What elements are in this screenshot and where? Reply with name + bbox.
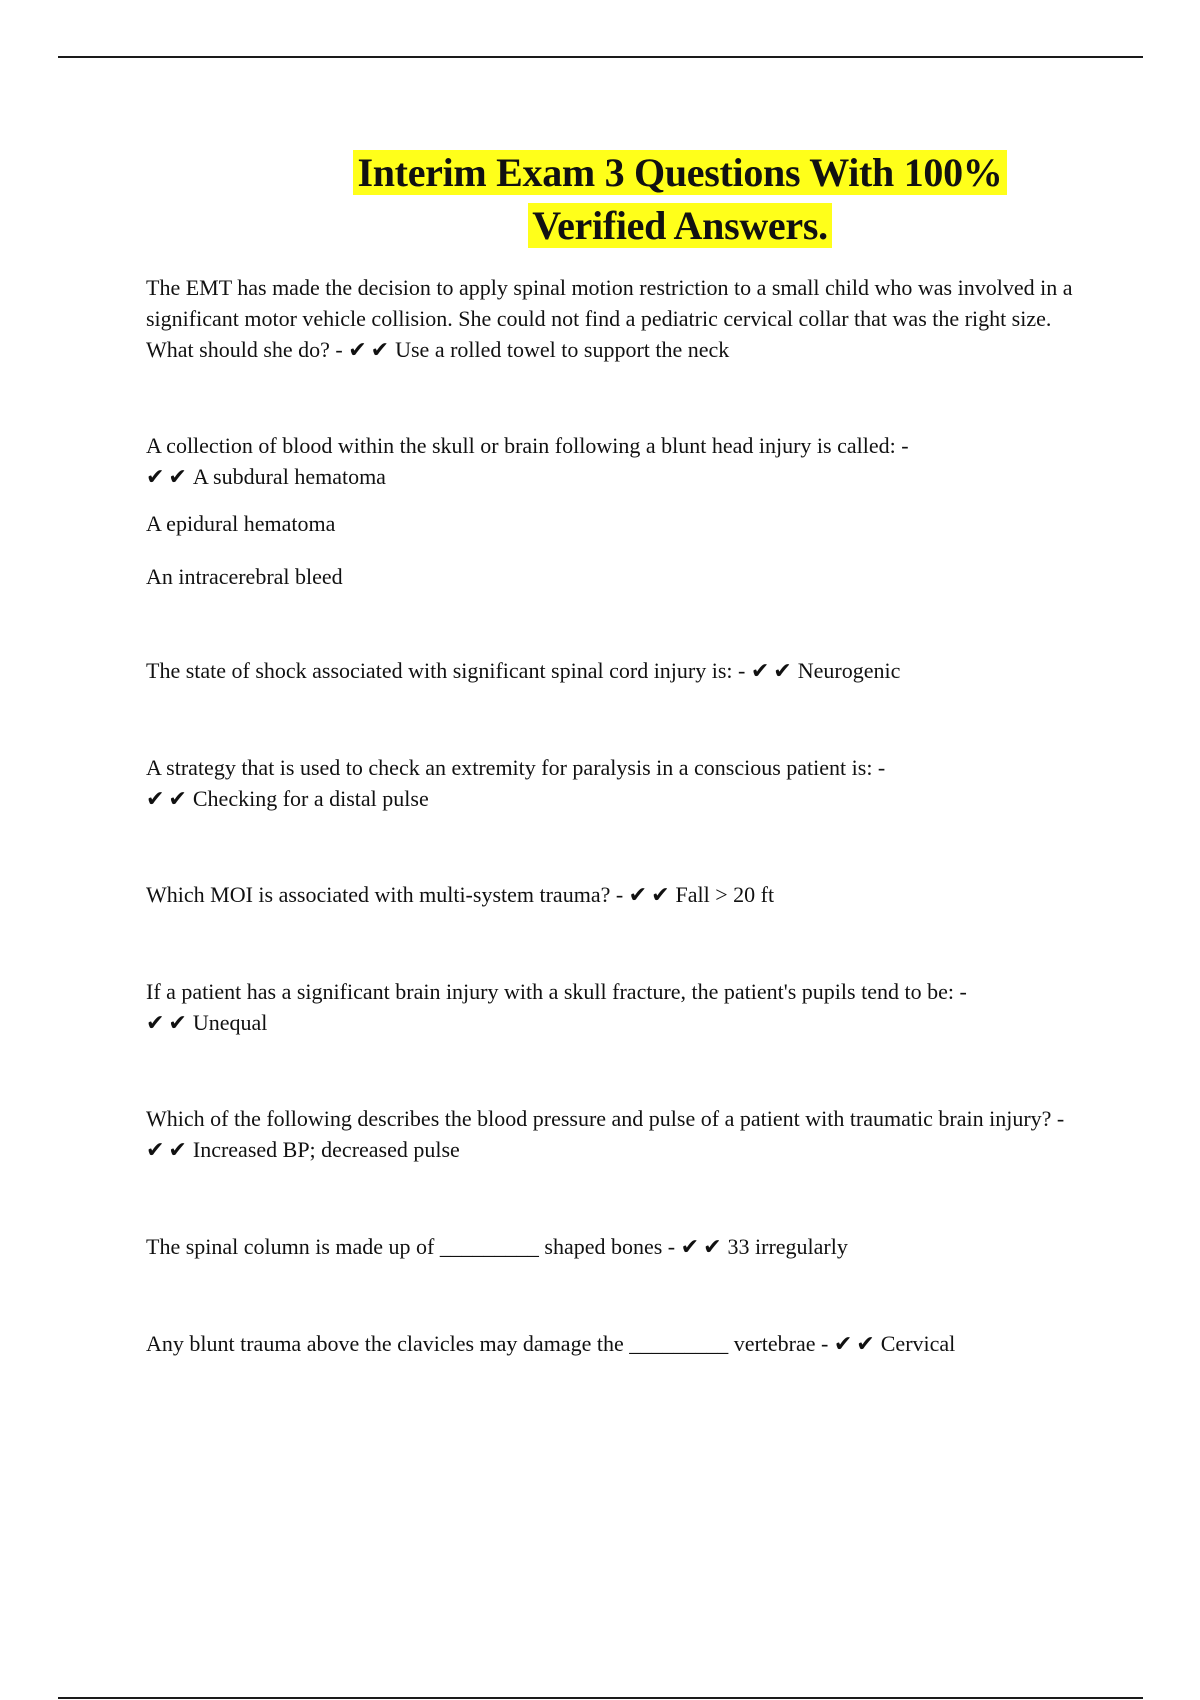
question-text: A collection of blood within the skull or brain following a blunt head injury is called: - xyxy=(146,433,909,458)
qa-item xyxy=(146,879,1086,911)
double-check-icon: ✔✔ xyxy=(628,883,674,908)
qa-item xyxy=(146,1103,1086,1166)
double-check-icon: ✔✔ xyxy=(680,1235,726,1260)
title-line-2: Verified Answers. xyxy=(528,203,832,248)
question-text: If a patient has a significant brain injury with a skull fracture, the patient's pupils tend to be: - xyxy=(146,979,967,1004)
qa-item xyxy=(146,1328,1086,1360)
qa-item xyxy=(146,976,1086,1039)
question-text: A strategy that is used to check an extremity for paralysis in a conscious patient is: - xyxy=(146,755,886,780)
question-text: Which MOI is associated with multi-system trauma? - xyxy=(146,882,624,907)
answer-text: Unequal xyxy=(192,1010,268,1035)
answer-option: An intracerebral bleed xyxy=(146,564,343,589)
double-check-icon: ✔✔ xyxy=(146,465,191,490)
double-check-icon: ✔✔ xyxy=(750,659,796,684)
qa-item xyxy=(146,272,1086,366)
qa-item xyxy=(146,1231,1086,1263)
question-text: Any blunt trauma above the clavicles may damage the _________ vertebrae - xyxy=(146,1331,829,1356)
qa-item xyxy=(146,655,1086,687)
bottom-rule xyxy=(58,1697,1143,1699)
qa-item xyxy=(146,752,1086,815)
answer-text: Use a rolled towel to support the neck xyxy=(395,337,730,362)
top-rule xyxy=(58,56,1143,58)
qa-item xyxy=(146,430,1086,493)
answer-text: Cervical xyxy=(880,1331,956,1356)
page-title xyxy=(146,146,1200,252)
answer-text: Increased BP; decreased pulse xyxy=(192,1137,460,1162)
qa-list xyxy=(146,272,1086,1360)
answer-option: A epidural hematoma xyxy=(146,511,336,536)
question-text: The state of shock associated with significant spinal cord injury is: - xyxy=(146,658,746,683)
double-check-icon: ✔✔ xyxy=(146,787,191,812)
answer-text: A subdural hematoma xyxy=(192,464,386,489)
question-text: The spinal column is made up of _________ shaped bones - xyxy=(146,1234,676,1259)
double-check-icon: ✔✔ xyxy=(833,1332,879,1357)
answer-text: Fall > 20 ft xyxy=(675,882,775,907)
double-check-icon: ✔✔ xyxy=(348,338,394,363)
double-check-icon: ✔✔ xyxy=(146,1011,191,1036)
answer-text: Neurogenic xyxy=(797,658,901,683)
answer-text: 33 irregularly xyxy=(727,1234,848,1259)
answer-text: Checking for a distal pulse xyxy=(192,786,429,811)
title-line-1: Interim Exam 3 Questions With 100% xyxy=(353,150,1006,195)
question-text: The EMT has made the decision to apply spinal motion restriction to a small child who was involved in a significant motor vehicle collision. She could not find a pediatric cervical collar that was the right size. What should she do? - xyxy=(146,275,1073,362)
question-text: Which of the following describes the blood pressure and pulse of a patient with traumatic brain injury? - xyxy=(146,1106,1065,1131)
double-check-icon: ✔✔ xyxy=(146,1138,191,1163)
